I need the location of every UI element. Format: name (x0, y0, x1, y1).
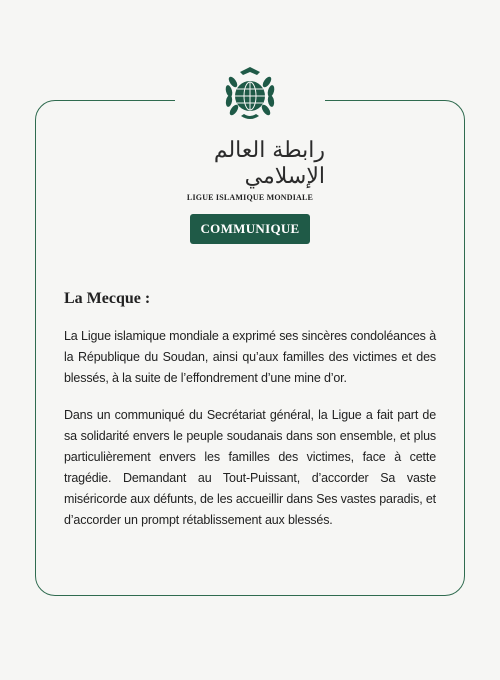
communique-badge: COMMUNIQUE (190, 214, 309, 244)
paragraph-2: Dans un communiqué du Secrétariat général, la Ligue a fait part de sa solidarité envers le peuple soudanais dans son ensemble, et plus particulièrement envers les familles des victimes, face à cette tragédie. Demandant au Tout-Puissant, d’accorder Sa vaste miséricorde aux défunts, de les accueillir dans Ses vastes paradis, et d’accorder un prompt rétablissement aux blessés. (64, 408, 436, 527)
article-body (64, 290, 436, 547)
league-emblem-icon (223, 66, 277, 122)
header (175, 58, 325, 250)
arabic-org-name: رابطة العالم الإسلامي (213, 138, 325, 189)
paragraph-1: La Ligue islamique mondiale a exprimé ses sincères condoléances à la République du Soudan, ainsi qu’aux familles des victimes et des blessés, à la suite de l’effondrement d’une mine d’or. (64, 329, 436, 385)
dateline-location: La Mecque : (64, 290, 151, 307)
org-name: LIGUE ISLAMIQUE MONDIALE (186, 193, 314, 202)
